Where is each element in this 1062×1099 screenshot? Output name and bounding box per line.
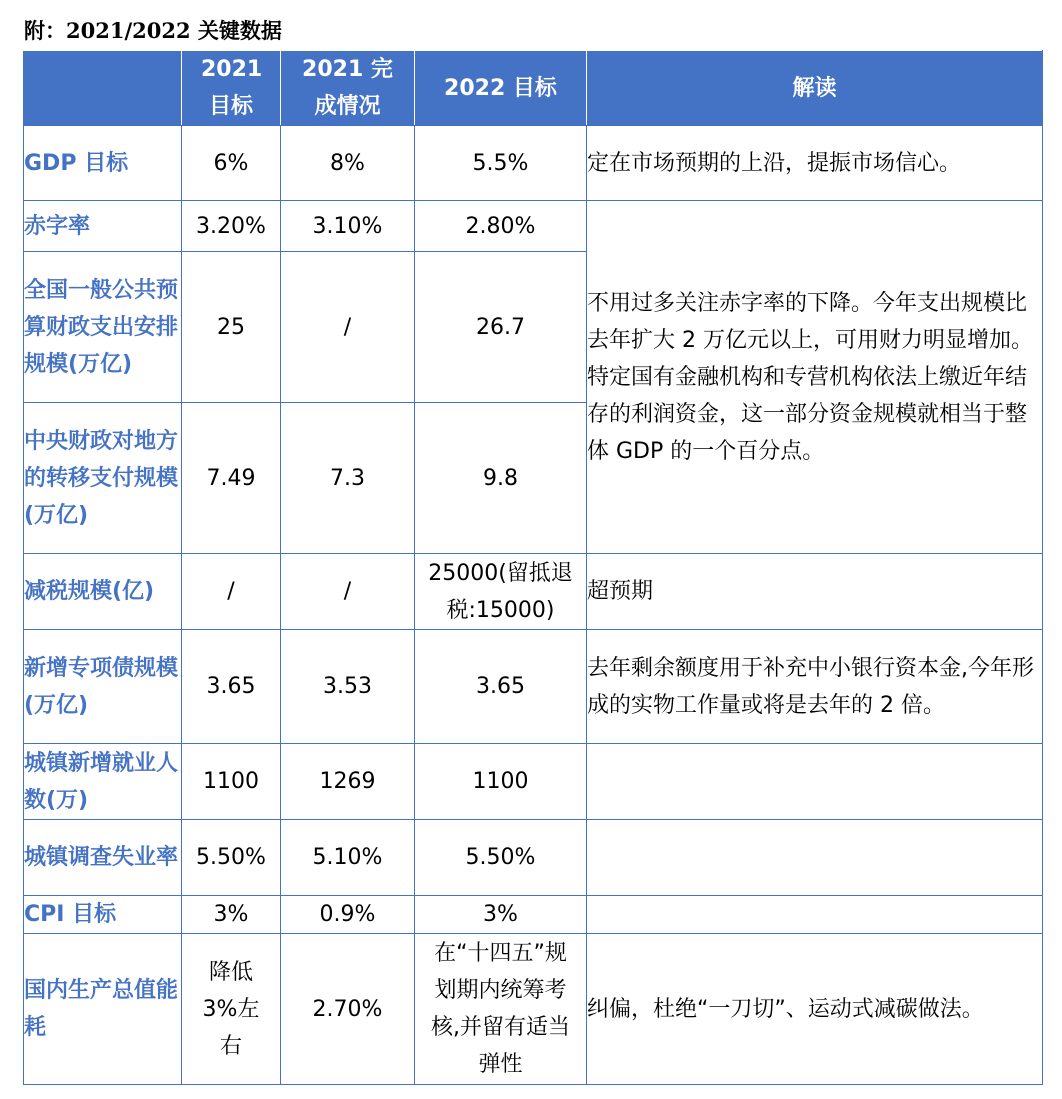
table-row — [24, 896, 1043, 934]
row-label: CPI 目标 — [24, 896, 182, 934]
row-label: GDP 目标 — [24, 126, 182, 201]
header-2022-target: 2022 目标 — [415, 51, 587, 126]
table-row — [24, 820, 1043, 896]
cell-2022-target: 25000(留抵退税:15000) — [415, 554, 587, 630]
header-row — [24, 51, 1043, 126]
cell-2021-actual: 7.3 — [281, 403, 415, 554]
cell-2021-actual: 1269 — [281, 744, 415, 820]
cell-2021-target: / — [182, 554, 281, 630]
table-row — [24, 630, 1043, 744]
cell-2021-actual: / — [281, 252, 415, 403]
key-data-table — [23, 50, 1043, 1085]
cell-2022-target: 2.80% — [415, 201, 587, 252]
row-label: 国内生产总值能耗 — [24, 934, 182, 1085]
table-row — [24, 126, 1043, 201]
cell-2021-target: 25 — [182, 252, 281, 403]
cell-2021-actual: 2.70% — [281, 934, 415, 1085]
row-label: 赤字率 — [24, 201, 182, 252]
cell-2022-target: 1100 — [415, 744, 587, 820]
cell-2021-actual: 0.9% — [281, 896, 415, 934]
table-row — [24, 554, 1043, 630]
cell-interpretation-merged: 不用过多关注赤字率的下降。今年支出规模比去年扩大 2 万亿元以上，可用财力明显增加。特定国有金融机构和专营机构依法上缴近年结存的利润资金，这一部分资金规模就相当于整体 GDP 的一个百分点。 — [587, 201, 1043, 554]
cell-2022-target: 5.50% — [415, 820, 587, 896]
cell-2021-target: 降低3%左右 — [182, 934, 281, 1085]
cell-2021-target: 3% — [182, 896, 281, 934]
table-row — [24, 934, 1043, 1085]
cell-2022-target: 3.65 — [415, 630, 587, 744]
cell-interpretation: 超预期 — [587, 554, 1043, 630]
cell-2022-target: 9.8 — [415, 403, 587, 554]
cell-2022-target: 3% — [415, 896, 587, 934]
cell-2021-target: 3.20% — [182, 201, 281, 252]
cell-2021-target: 3.65 — [182, 630, 281, 744]
cell-2021-target: 6% — [182, 126, 281, 201]
table-caption: 附：2021/2022 关键数据 — [24, 18, 282, 43]
cell-2021-actual: 3.10% — [281, 201, 415, 252]
row-label: 中央财政对地方的转移支付规模(万亿) — [24, 403, 182, 554]
row-label: 城镇调查失业率 — [24, 820, 182, 896]
cell-interpretation: 去年剩余额度用于补充中小银行资本金,今年形成的实物工作量或将是去年的 2 倍。 — [587, 630, 1043, 744]
cell-interpretation — [587, 896, 1043, 934]
cell-2022-target: 在“十四五”规划期内统筹考核,并留有适当弹性 — [415, 934, 587, 1085]
cell-2021-actual: 8% — [281, 126, 415, 201]
header-indicator — [24, 51, 182, 126]
cell-interpretation: 定在市场预期的上沿，提振市场信心。 — [587, 126, 1043, 201]
cell-interpretation — [587, 820, 1043, 896]
cell-2021-target: 5.50% — [182, 820, 281, 896]
cell-2021-actual: / — [281, 554, 415, 630]
cell-2022-target: 26.7 — [415, 252, 587, 403]
cell-interpretation — [587, 744, 1043, 820]
cell-2022-target: 5.5% — [415, 126, 587, 201]
cell-2021-target: 7.49 — [182, 403, 281, 554]
row-label: 城镇新增就业人数(万) — [24, 744, 182, 820]
header-2021-actual: 2021 完成情况 — [281, 51, 415, 126]
table-row — [24, 744, 1043, 820]
row-label: 全国一般公共预算财政支出安排规模(万亿) — [24, 252, 182, 403]
table-row — [24, 201, 1043, 252]
header-2021-target: 2021 目标 — [182, 51, 281, 126]
cell-2021-actual: 5.10% — [281, 820, 415, 896]
row-label: 减税规模(亿) — [24, 554, 182, 630]
header-interpretation: 解读 — [587, 51, 1043, 126]
row-label: 新增专项债规模(万亿) — [24, 630, 182, 744]
cell-2021-target: 1100 — [182, 744, 281, 820]
cell-2021-actual: 3.53 — [281, 630, 415, 744]
cell-interpretation: 纠偏，杜绝“一刀切”、运动式减碳做法。 — [587, 934, 1043, 1085]
